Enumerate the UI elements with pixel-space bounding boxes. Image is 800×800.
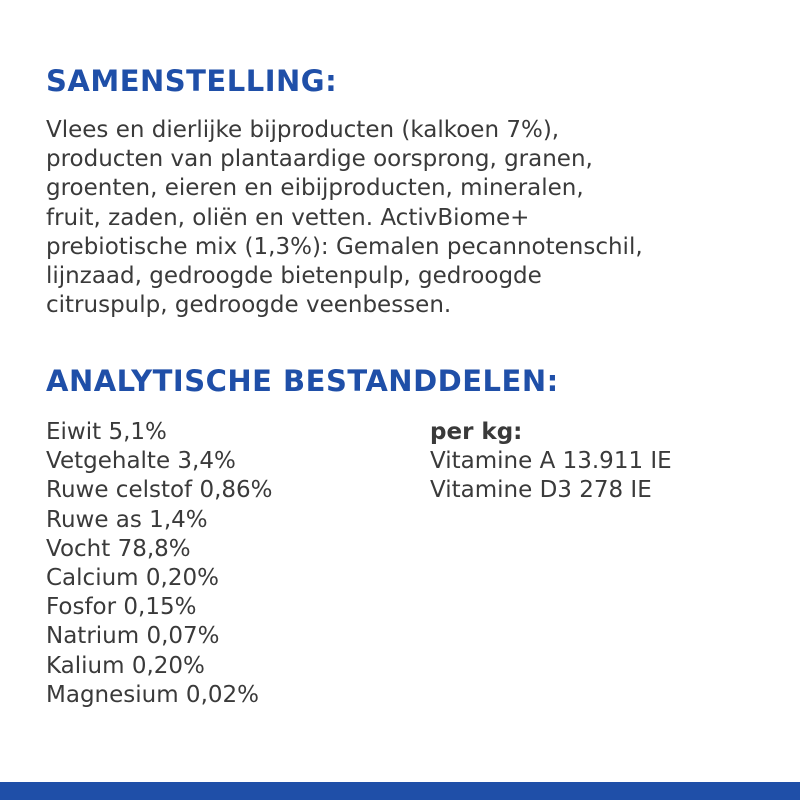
per-kg-list (430, 418, 672, 506)
analytics-item-potassium: Kalium 0,20% (46, 652, 205, 679)
composition-line: lijnzaad, gedroogde bietenpulp, gedroogde (46, 263, 542, 290)
composition-line: producten van plantaardige oorsprong, granen, (46, 146, 593, 173)
composition-line: groenten, eieren en eibijproducten, mineralen, (46, 175, 584, 202)
per-kg-item-vitamin-d3: Vitamine D3 278 IE (430, 477, 652, 504)
analytics-item-magnesium: Magnesium 0,02% (46, 681, 259, 708)
analytics-item-fibre: Ruwe celstof 0,86% (46, 477, 273, 504)
analytics-item-fat: Vetgehalte 3,4% (46, 448, 236, 475)
composition-heading: SAMENSTELLING: (46, 64, 338, 98)
composition-line: Vlees en dierlijke bijproducten (kalkoen 7%), (46, 117, 560, 143)
composition-text (46, 116, 786, 320)
analytics-item-phosphorus: Fosfor 0,15% (46, 594, 197, 621)
per-kg-title: per kg: (430, 419, 523, 445)
footer-bar (0, 782, 800, 800)
composition-line: fruit, zaden, oliën en vetten. ActivBiome+ (46, 204, 530, 231)
analytics-item-ash: Ruwe as 1,4% (46, 506, 208, 533)
analytics-item-moisture: Vocht 78,8% (46, 535, 191, 562)
composition-line: citruspulp, gedroogde veenbessen. (46, 292, 452, 319)
analytics-item-protein: Eiwit 5,1% (46, 419, 167, 445)
analytics-heading: ANALYTISCHE BESTANDDELEN: (46, 364, 559, 398)
analytics-item-sodium: Natrium 0,07% (46, 623, 220, 650)
analytics-list (46, 418, 273, 710)
per-kg-item-vitamin-a: Vitamine A 13.911 IE (430, 448, 672, 475)
analytics-item-calcium: Calcium 0,20% (46, 565, 219, 592)
composition-line: prebiotische mix (1,3%): Gemalen pecannotenschil, (46, 233, 643, 260)
